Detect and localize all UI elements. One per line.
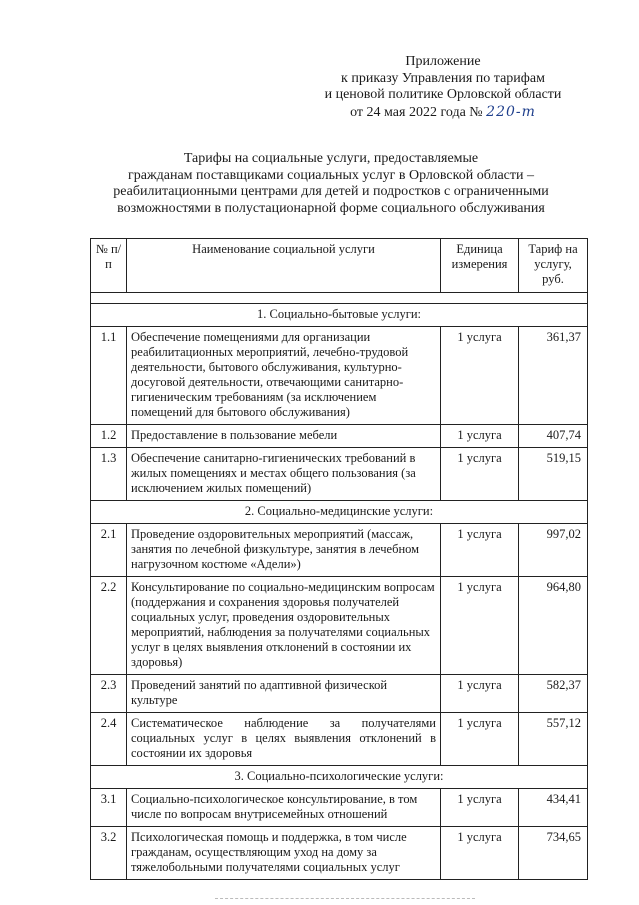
table-row [91,675,588,713]
title-line-1: Тарифы на социальные услуги, предоставляемые [183,151,479,166]
document-title [96,151,566,217]
title-line-2: гражданам поставщиками социальных услуг в Орловской области – [127,167,535,183]
appendix-line-2: к приказу Управления по тарифам [341,70,545,86]
row-num: 1.1 [91,327,127,425]
row-num: 3.1 [91,789,127,827]
table-row [91,577,588,675]
row-service-name: Проведение оздоровительных мероприятий (массаж, занятия по лечебной физкультуре, занятия в лечебном нагрузочном костюме «Адели») [127,524,441,577]
row-price: 557,12 [519,713,588,766]
header-price: Тариф на услугу, руб. [519,239,588,293]
row-gap [91,293,588,304]
row-unit: 1 услуга [441,327,519,425]
row-service-name: Социально-психологическое консультирование, в том числе по вопросам внутрисемейных отношений [127,789,441,827]
row-service-name: Систематическое наблюдение за получателями социальных услуг в целях выявления отклонений в состоянии их здоровья [127,713,441,766]
row-num: 1.2 [91,425,127,448]
section-title: 3. Социально-психологические услуги: [91,766,588,789]
section-row [91,501,588,524]
row-service-name: Проведений занятий по адаптивной физической культуре [127,675,441,713]
row-unit: 1 услуга [441,425,519,448]
row-service-name: Предоставление в пользование мебели [127,425,441,448]
row-unit: 1 услуга [441,577,519,675]
row-num: 3.2 [91,827,127,880]
page-bottom-edge [215,898,475,900]
header-num: № п/п [91,239,127,293]
title-line-3: реабилитационными центрами для детей и подростков с ограниченными [113,184,549,199]
appendix-line-1: Приложение [405,54,481,69]
row-price: 361,37 [519,327,588,425]
table-row [91,425,588,448]
table-row [91,327,588,425]
table-row [91,827,588,880]
header-name: Наименование социальной услуги [127,239,441,293]
row-price: 582,37 [519,675,588,713]
section-title: 1. Социально-бытовые услуги: [91,304,588,327]
row-unit: 1 услуга [441,524,519,577]
section-row [91,304,588,327]
row-unit: 1 услуга [441,713,519,766]
row-unit: 1 услуга [441,789,519,827]
row-price: 734,65 [519,827,588,880]
table-row [91,713,588,766]
row-service-name: Консультирование по социально-медицинским вопросам (поддержания и сохранения здоровья получателей социальных услуг, проведения оздоровительных мероприятий, наблюдения за получателями социальных услуг в целях выявления отклонений в состоянии их здоровья) [127,577,441,675]
row-price: 407,74 [519,425,588,448]
row-service-name: Обеспечение помещениями для организации реабилитационных мероприятий, лечебно-трудовой деятельности, бытового обслуживания, культурно-досуговой деятельности, отвечающими санитарно-гигиеническим требованиям (за исключением помещений для бытового обслуживания) [127,327,441,425]
row-price: 519,15 [519,448,588,501]
section-row [91,766,588,789]
row-num: 2.3 [91,675,127,713]
title-line-4: возможностями в полустационарной форме социального обслуживания [117,200,545,216]
section-title: 2. Социально-медицинские услуги: [91,501,588,524]
appendix-line-4 [310,104,576,122]
order-date: от 24 мая 2022 года № [350,104,483,120]
row-num: 1.3 [91,448,127,501]
table-header [91,239,588,293]
table-row [91,789,588,827]
table-row [91,448,588,501]
row-price: 997,02 [519,524,588,577]
row-price: 434,41 [519,789,588,827]
tariff-table [90,238,588,880]
row-service-name: Психологическая помощь и поддержка, в том числе гражданам, осуществляющим уход на дому за тяжелобольными получателями социальных услуг [127,827,441,880]
header-unit: Единица измерения [441,239,519,293]
table-body [91,293,588,880]
table-row [91,524,588,577]
appendix-header [310,54,576,121]
row-unit: 1 услуга [441,827,519,880]
row-num: 2.4 [91,713,127,766]
row-unit: 1 услуга [441,448,519,501]
row-price: 964,80 [519,577,588,675]
row-service-name: Обеспечение санитарно-гигиенических требований в жилых помещениях и местах общего пользования (за исключением жилых помещений) [127,448,441,501]
appendix-line-3: и ценовой политике Орловской области [324,87,562,102]
order-number-handwritten: 220-т [486,103,536,120]
row-num: 2.2 [91,577,127,675]
row-num: 2.1 [91,524,127,577]
row-unit: 1 услуга [441,675,519,713]
